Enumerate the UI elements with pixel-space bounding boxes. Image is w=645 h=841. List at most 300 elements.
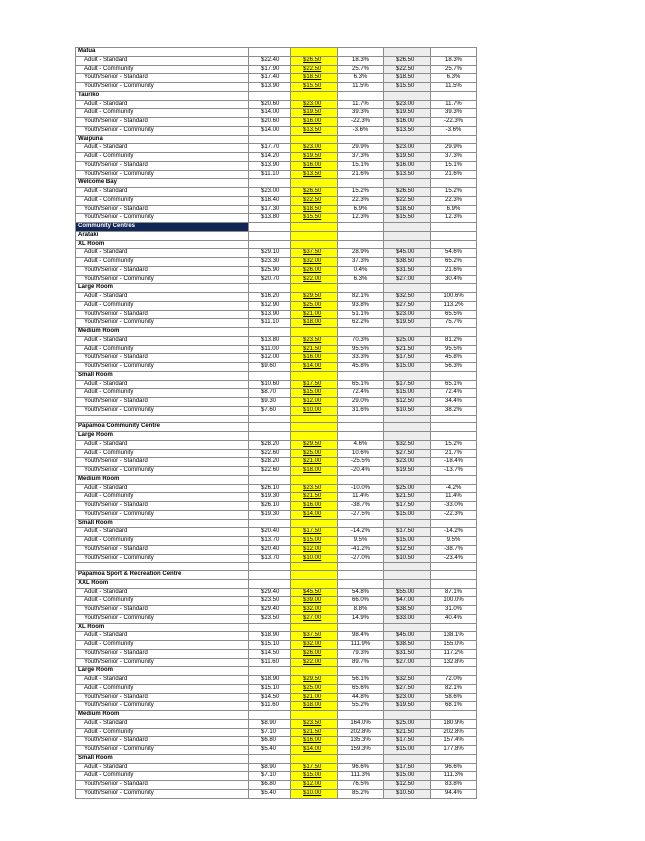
proposed-fee-cell (291, 118, 338, 127)
rate-category-label: Youth/Senior - Community (76, 554, 249, 563)
proposed-fee-cell (291, 91, 338, 100)
alternative-change-cell (431, 240, 477, 249)
table-row (76, 144, 477, 153)
current-fee-cell: $5.40 (249, 746, 291, 755)
proposed-change-cell (338, 240, 384, 249)
proposed-fee-value: $21.50 (303, 345, 322, 352)
rate-category-label: Adult - Standard (76, 144, 249, 153)
current-fee-cell: $28.20 (249, 458, 291, 467)
proposed-change-cell: -25.5% (338, 458, 384, 467)
current-fee-cell: $18.40 (249, 196, 291, 205)
rate-category-label: Youth/Senior - Community (76, 363, 249, 372)
proposed-change-cell (338, 48, 384, 57)
alternative-change-cell: -18.4% (431, 458, 477, 467)
table-row (76, 781, 477, 790)
alternative-fee-cell: $17.50 (384, 502, 431, 511)
proposed-change-cell: 54.8% (338, 588, 384, 597)
proposed-fee-cell (291, 144, 338, 153)
alternative-fee-cell: $12.50 (384, 545, 431, 554)
proposed-change-cell: 98.4% (338, 632, 384, 641)
current-fee-cell: $23.50 (249, 614, 291, 623)
rate-category-label: Youth/Senior - Community (76, 214, 249, 223)
proposed-fee-value: $23.50 (303, 336, 322, 343)
proposed-fee-cell (291, 205, 338, 214)
alternative-change-cell: 15.2% (431, 188, 477, 197)
rate-category-label: Adult - Standard (76, 484, 249, 493)
proposed-fee-value: $18.00 (303, 467, 322, 473)
alternative-change-cell: 82.1% (431, 684, 477, 693)
proposed-fee-value: $21.00 (303, 310, 322, 317)
proposed-change-cell (338, 623, 384, 632)
proposed-change-cell: 89.7% (338, 658, 384, 667)
alternative-fee-cell: $16.00 (384, 118, 431, 127)
current-fee-cell: $11.10 (249, 319, 291, 328)
alternative-change-cell: 113.2% (431, 301, 477, 310)
proposed-fee-value: $16.00 (303, 161, 322, 168)
alternative-fee-cell: $23.00 (384, 144, 431, 153)
current-fee-cell (249, 432, 291, 441)
table-row (76, 789, 477, 798)
current-fee-cell (249, 371, 291, 380)
rate-category-label: Youth/Senior - Community (76, 746, 249, 755)
proposed-change-cell: 45.8% (338, 363, 384, 372)
rate-category-label: Adult - Standard (76, 56, 249, 65)
proposed-change-cell: 11.4% (338, 493, 384, 502)
proposed-fee-cell (291, 588, 338, 597)
alternative-fee-cell: $26.50 (384, 56, 431, 65)
table-row (76, 301, 477, 310)
proposed-change-cell: 18.3% (338, 56, 384, 65)
alternative-change-cell: 83.8% (431, 781, 477, 790)
current-fee-cell (249, 519, 291, 528)
table-row (76, 484, 477, 493)
rate-category-label: Adult - Community (76, 772, 249, 781)
current-fee-cell: $14.00 (249, 126, 291, 135)
proposed-fee-cell (291, 179, 338, 188)
table-row (76, 56, 477, 65)
group-header-row (76, 48, 477, 57)
proposed-fee-cell (291, 528, 338, 537)
alternative-fee-cell: $32.50 (384, 676, 431, 685)
alternative-fee-cell: $10.50 (384, 789, 431, 798)
alternative-change-cell (431, 48, 477, 57)
alternative-change-cell: 132.8% (431, 658, 477, 667)
rate-category-label: Adult - Standard (76, 293, 249, 302)
row-heading: Papamoa Community Centre (76, 423, 249, 432)
alternative-change-cell: 6.9% (431, 205, 477, 214)
proposed-fee-cell (291, 249, 338, 258)
current-fee-cell (249, 179, 291, 188)
proposed-fee-value: $29.50 (303, 440, 322, 447)
room-header-row (76, 328, 477, 337)
proposed-change-cell (338, 135, 384, 144)
current-fee-cell: $7.10 (249, 772, 291, 781)
rate-category-label: Youth/Senior - Standard (76, 781, 249, 790)
current-fee-cell: $9.60 (249, 363, 291, 372)
proposed-change-cell: -3.6% (338, 126, 384, 135)
room-header-row (76, 240, 477, 249)
current-fee-cell: $15.10 (249, 641, 291, 650)
alternative-change-cell: 34.4% (431, 398, 477, 407)
current-fee-cell (249, 91, 291, 100)
alternative-change-cell (431, 711, 477, 720)
current-fee-cell: $29.10 (249, 249, 291, 258)
alternative-fee-cell: $23.00 (384, 458, 431, 467)
proposed-change-cell: 37.3% (338, 258, 384, 267)
proposed-change-cell: 15.2% (338, 188, 384, 197)
proposed-fee-value: $23.00 (303, 144, 322, 151)
proposed-change-cell: 22.3% (338, 196, 384, 205)
proposed-fee-cell (291, 746, 338, 755)
proposed-change-cell (338, 432, 384, 441)
rate-category-label: Adult - Community (76, 684, 249, 693)
proposed-change-cell: 85.2% (338, 789, 384, 798)
proposed-fee-value: $25.00 (303, 684, 322, 691)
room-header-row (76, 579, 477, 588)
row-heading: Large Room (76, 284, 249, 293)
alternative-fee-cell (384, 415, 431, 423)
proposed-fee-cell (291, 475, 338, 484)
proposed-change-cell (338, 754, 384, 763)
rate-category-label: Adult - Community (76, 109, 249, 118)
current-fee-cell: $20.60 (249, 118, 291, 127)
table-row (76, 632, 477, 641)
proposed-fee-cell (291, 328, 338, 337)
room-header-row (76, 754, 477, 763)
alternative-change-cell: 95.5% (431, 345, 477, 354)
proposed-fee-value: $14.00 (303, 363, 322, 369)
alternative-fee-cell: $19.50 (384, 702, 431, 711)
rate-category-label: Youth/Senior - Community (76, 83, 249, 92)
alternative-change-cell: 155.0% (431, 641, 477, 650)
alternative-change-cell: 18.3% (431, 56, 477, 65)
current-fee-cell (249, 240, 291, 249)
current-fee-cell (249, 571, 291, 580)
rate-category-label: Youth/Senior - Community (76, 406, 249, 415)
current-fee-cell: $14.00 (249, 109, 291, 118)
proposed-fee-value: $16.00 (303, 502, 322, 508)
current-fee-cell (249, 284, 291, 293)
alternative-change-cell: 56.3% (431, 363, 477, 372)
alternative-fee-cell: $27.00 (384, 658, 431, 667)
row-heading: Small Room (76, 519, 249, 528)
alternative-change-cell (431, 432, 477, 441)
row-heading: Medium Room (76, 475, 249, 484)
alternative-change-cell: 65.1% (431, 380, 477, 389)
proposed-fee-value: $10.00 (303, 789, 322, 796)
proposed-change-cell (338, 179, 384, 188)
current-fee-cell: $22.40 (249, 56, 291, 65)
alternative-change-cell: 87.1% (431, 588, 477, 597)
proposed-fee-cell (291, 754, 338, 763)
proposed-fee-value: $25.00 (303, 449, 322, 456)
alternative-fee-cell: $38.50 (384, 606, 431, 615)
proposed-change-cell (338, 519, 384, 528)
alternative-change-cell (431, 284, 477, 293)
proposed-fee-cell (291, 56, 338, 65)
alternative-change-cell: 157.4% (431, 737, 477, 746)
table-row (76, 196, 477, 205)
alternative-fee-cell (384, 48, 431, 57)
rate-category-label: Youth/Senior - Community (76, 170, 249, 179)
alternative-change-cell (431, 371, 477, 380)
rate-category-label: Youth/Senior - Community (76, 614, 249, 623)
rate-category-label: Adult - Standard (76, 336, 249, 345)
proposed-change-cell: 28.9% (338, 249, 384, 258)
rate-category-label: Youth/Senior - Standard (76, 502, 249, 511)
current-fee-cell (249, 415, 291, 423)
proposed-fee-cell (291, 109, 338, 118)
current-fee-cell: $12.00 (249, 354, 291, 363)
proposed-fee-value: $45.50 (303, 588, 322, 595)
alternative-change-cell: 65.2% (431, 258, 477, 267)
alternative-change-cell: -22.3% (431, 118, 477, 127)
proposed-change-cell: 70.3% (338, 336, 384, 345)
proposed-change-cell: 10.6% (338, 449, 384, 458)
table-row (76, 763, 477, 772)
proposed-fee-cell (291, 135, 338, 144)
rate-category-label: Adult - Standard (76, 588, 249, 597)
current-fee-cell: $17.90 (249, 65, 291, 74)
proposed-fee-value: $26.50 (303, 188, 322, 194)
proposed-fee-cell (291, 597, 338, 606)
proposed-fee-value: $22.00 (303, 275, 322, 282)
proposed-change-cell (338, 231, 384, 240)
alternative-change-cell: 30.4% (431, 275, 477, 284)
proposed-fee-value: $15.50 (303, 83, 322, 89)
rate-category-label: Youth/Senior - Standard (76, 266, 249, 275)
table-row (76, 502, 477, 511)
room-header-row (76, 432, 477, 441)
proposed-change-cell: 96.6% (338, 763, 384, 772)
proposed-change-cell (338, 711, 384, 720)
table-row (76, 719, 477, 728)
alternative-change-cell: 54.6% (431, 249, 477, 258)
rate-category-label: Adult - Standard (76, 100, 249, 109)
current-fee-cell: $29.40 (249, 606, 291, 615)
proposed-fee-cell (291, 240, 338, 249)
rate-category-label: Youth/Senior - Community (76, 702, 249, 711)
rate-category-label: Adult - Community (76, 153, 249, 162)
alternative-change-cell: 45.8% (431, 354, 477, 363)
row-heading: XL Room (76, 623, 249, 632)
proposed-change-cell (338, 223, 384, 232)
alternative-change-cell: 31.0% (431, 606, 477, 615)
proposed-fee-cell (291, 781, 338, 790)
alternative-fee-cell: $19.50 (384, 319, 431, 328)
rate-category-label: Adult - Community (76, 597, 249, 606)
rate-category-label: Youth/Senior - Community (76, 789, 249, 798)
rate-category-label: Adult - Standard (76, 188, 249, 197)
proposed-change-cell: 44.8% (338, 693, 384, 702)
table-row (76, 161, 477, 170)
alternative-fee-cell: $25.00 (384, 484, 431, 493)
alternative-fee-cell: $45.00 (384, 632, 431, 641)
current-fee-cell: $7.60 (249, 406, 291, 415)
rate-category-label: Adult - Community (76, 65, 249, 74)
room-header-row (76, 623, 477, 632)
table-row (76, 266, 477, 275)
proposed-fee-value: $10.00 (303, 406, 322, 413)
alternative-change-cell: -14.2% (431, 528, 477, 537)
proposed-fee-cell (291, 100, 338, 109)
proposed-change-cell: 62.2% (338, 319, 384, 328)
proposed-fee-cell (291, 693, 338, 702)
alternative-change-cell (431, 179, 477, 188)
proposed-fee-cell (291, 266, 338, 275)
alternative-fee-cell: $18.50 (384, 205, 431, 214)
alternative-change-cell (431, 135, 477, 144)
rate-category-label: Adult - Standard (76, 719, 249, 728)
proposed-change-cell (338, 563, 384, 571)
current-fee-cell: $7.10 (249, 728, 291, 737)
alternative-change-cell: 21.7% (431, 449, 477, 458)
rate-category-label: Youth/Senior - Community (76, 467, 249, 476)
table-row (76, 398, 477, 407)
alternative-change-cell: 29.9% (431, 144, 477, 153)
row-heading: Arataki (76, 231, 249, 240)
proposed-change-cell: 66.0% (338, 597, 384, 606)
proposed-change-cell (338, 328, 384, 337)
current-fee-cell: $14.50 (249, 649, 291, 658)
alternative-fee-cell: $27.50 (384, 684, 431, 693)
proposed-change-cell: 93.8% (338, 301, 384, 310)
alternative-change-cell (431, 423, 477, 432)
alternative-change-cell: 111.3% (431, 772, 477, 781)
proposed-fee-value: $25.00 (303, 301, 322, 308)
current-fee-cell: $6.80 (249, 781, 291, 790)
current-fee-cell: $18.90 (249, 676, 291, 685)
rate-category-label: Youth/Senior - Community (76, 275, 249, 284)
rate-category-label: Youth/Senior - Community (76, 319, 249, 328)
alternative-change-cell: 138.1% (431, 632, 477, 641)
proposed-fee-cell (291, 467, 338, 476)
table-row (76, 126, 477, 135)
alternative-fee-cell: $23.00 (384, 693, 431, 702)
proposed-change-cell: 11.7% (338, 100, 384, 109)
alternative-fee-cell: $22.50 (384, 65, 431, 74)
proposed-change-cell: 111.9% (338, 641, 384, 650)
alternative-fee-cell: $38.50 (384, 641, 431, 650)
alternative-change-cell: 202.8% (431, 728, 477, 737)
proposed-fee-value: $18.50 (303, 205, 322, 212)
proposed-change-cell: 65.1% (338, 380, 384, 389)
rate-category-label: Youth/Senior - Standard (76, 649, 249, 658)
group-header-row (76, 231, 477, 240)
rate-category-label: Youth/Senior - Standard (76, 161, 249, 170)
proposed-fee-value: $21.50 (303, 493, 322, 500)
proposed-fee-cell (291, 258, 338, 267)
table-row (76, 214, 477, 223)
alternative-fee-cell (384, 179, 431, 188)
table-row (76, 310, 477, 319)
proposed-fee-value: $16.00 (303, 354, 322, 361)
proposed-fee-cell (291, 537, 338, 546)
row-heading: Papamoa Sport & Recreation Centre (76, 571, 249, 580)
alternative-change-cell (431, 579, 477, 588)
table-row (76, 658, 477, 667)
alternative-change-cell: 9.5% (431, 537, 477, 546)
alternative-change-cell: 6.3% (431, 74, 477, 83)
alternative-fee-cell: $23.00 (384, 310, 431, 319)
alternative-change-cell: 25.7% (431, 65, 477, 74)
table-row (76, 249, 477, 258)
current-fee-cell: $28.20 (249, 440, 291, 449)
current-fee-cell: $13.70 (249, 537, 291, 546)
alternative-change-cell: 21.6% (431, 266, 477, 275)
table-row (76, 676, 477, 685)
proposed-change-cell: 82.1% (338, 293, 384, 302)
alternative-fee-cell: $19.50 (384, 467, 431, 476)
proposed-fee-value: $14.00 (303, 510, 322, 517)
current-fee-cell: $13.90 (249, 161, 291, 170)
alternative-change-cell: -22.3% (431, 510, 477, 519)
proposed-change-cell: 95.5% (338, 345, 384, 354)
row-heading: Small Room (76, 371, 249, 380)
alternative-change-cell (431, 91, 477, 100)
table-row (76, 588, 477, 597)
proposed-change-cell: -27.0% (338, 554, 384, 563)
proposed-change-cell (338, 579, 384, 588)
proposed-fee-value: $19.50 (303, 109, 322, 116)
current-fee-cell: $17.70 (249, 144, 291, 153)
current-fee-cell: $13.80 (249, 336, 291, 345)
proposed-fee-cell (291, 789, 338, 798)
proposed-fee-cell (291, 432, 338, 441)
proposed-change-cell: 76.5% (338, 781, 384, 790)
alternative-fee-cell: $32.50 (384, 293, 431, 302)
proposed-fee-cell (291, 484, 338, 493)
proposed-fee-cell (291, 728, 338, 737)
proposed-change-cell: 15.1% (338, 161, 384, 170)
alternative-fee-cell: $15.00 (384, 510, 431, 519)
alternative-change-cell: 12.3% (431, 214, 477, 223)
proposed-fee-value: $15.50 (303, 214, 322, 221)
proposed-fee-value: $13.50 (303, 170, 322, 177)
table-row (76, 293, 477, 302)
proposed-change-cell: 12.3% (338, 214, 384, 223)
proposed-fee-cell (291, 354, 338, 363)
proposed-fee-value: $32.00 (303, 258, 322, 264)
alternative-fee-cell: $16.00 (384, 161, 431, 170)
proposed-fee-cell (291, 48, 338, 57)
row-heading: Medium Room (76, 328, 249, 337)
rate-category-label: Youth/Senior - Standard (76, 398, 249, 407)
alternative-fee-cell: $12.50 (384, 398, 431, 407)
proposed-fee-value: $37.50 (303, 249, 322, 256)
current-fee-cell: $13.70 (249, 554, 291, 563)
current-fee-cell: $14.20 (249, 153, 291, 162)
proposed-fee-cell (291, 763, 338, 772)
alternative-change-cell: -23.4% (431, 554, 477, 563)
proposed-change-cell: 79.3% (338, 649, 384, 658)
current-fee-cell: $13.90 (249, 83, 291, 92)
alternative-fee-cell: $17.50 (384, 354, 431, 363)
proposed-fee-value: $16.00 (303, 737, 322, 744)
proposed-change-cell: 111.3% (338, 772, 384, 781)
proposed-change-cell (338, 667, 384, 676)
table-row (76, 449, 477, 458)
alternative-fee-cell: $33.00 (384, 614, 431, 623)
proposed-fee-cell (291, 380, 338, 389)
alternative-change-cell: 81.2% (431, 336, 477, 345)
proposed-change-cell: 29.9% (338, 144, 384, 153)
alternative-fee-cell (384, 240, 431, 249)
current-fee-cell: $11.10 (249, 170, 291, 179)
table-row (76, 693, 477, 702)
alternative-fee-cell (384, 579, 431, 588)
table-row (76, 363, 477, 372)
